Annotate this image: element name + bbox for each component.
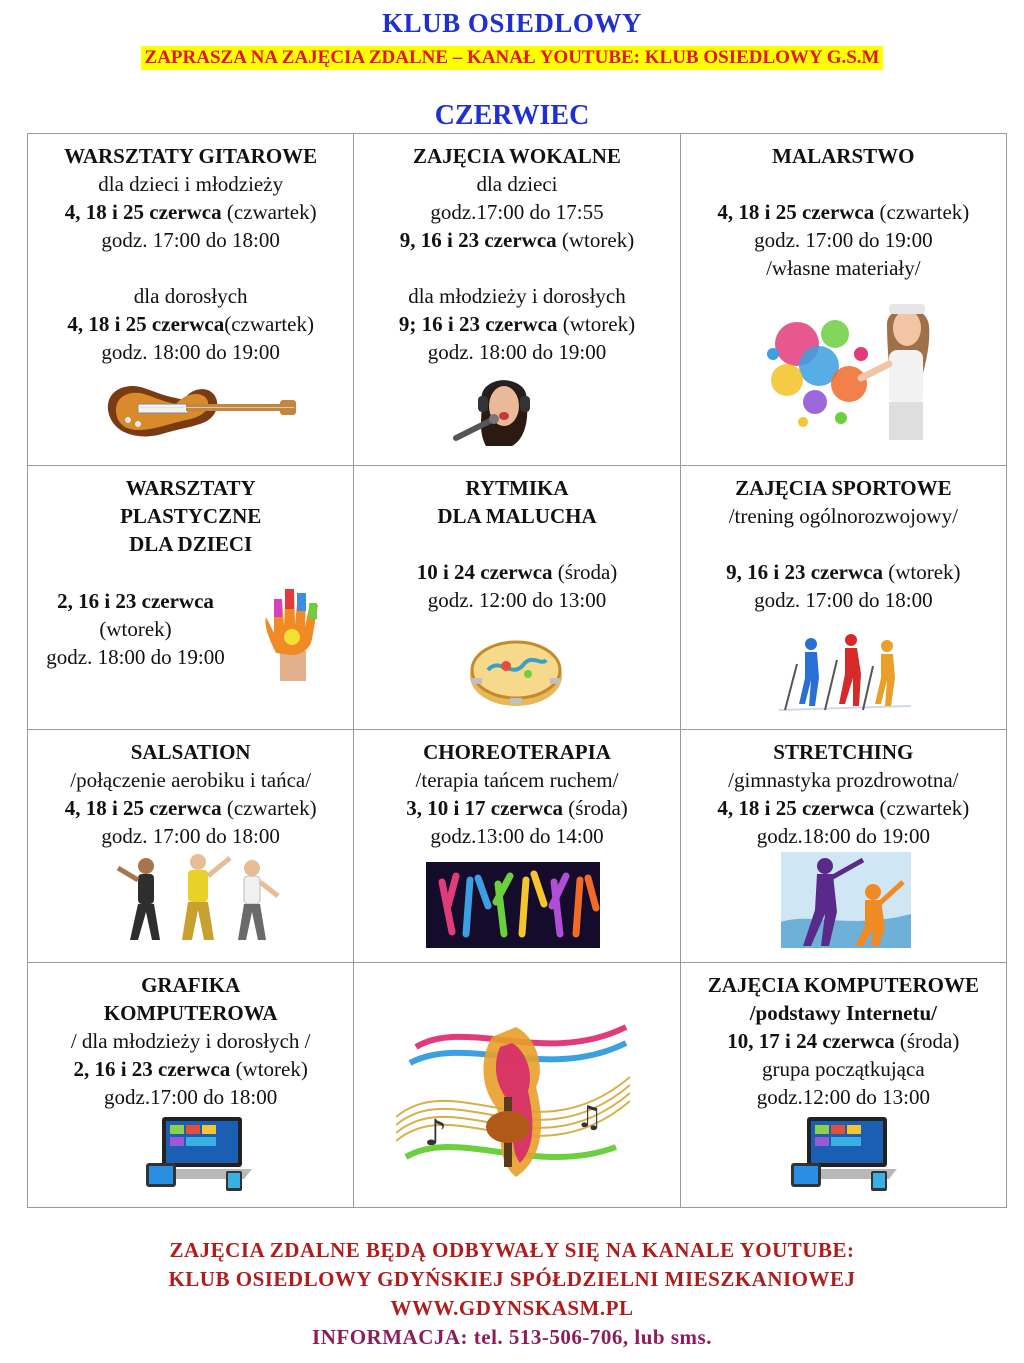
cell-salsation <box>28 730 354 963</box>
cell-title: WARSZTATY <box>125 476 256 500</box>
time-line: godz. 17:00 do 19:00 <box>754 228 933 252</box>
time-line: godz. 18:00 do 19:00 <box>101 340 280 364</box>
dates-line: 10, 17 i 24 czerwca (środa) <box>727 1029 960 1053</box>
nordic-walking-icon <box>775 634 915 714</box>
note-line: /terapia tańcem ruchem/ <box>415 768 619 792</box>
time-line: godz. 17:00 do 18:00 <box>101 824 280 848</box>
note-line: / dla młodzieży i dorosłych / <box>70 1029 311 1053</box>
note-line: /połączenie aerobiku i tańca/ <box>70 768 312 792</box>
day-line: (wtorek) <box>99 617 172 641</box>
cell-rhythm <box>354 466 680 730</box>
table-row <box>28 466 1007 730</box>
cell-title: ZAJĘCIA SPORTOWE <box>735 476 952 500</box>
cell-title: CHOREOTERAPIA <box>423 740 611 764</box>
footer-info <box>0 1236 1024 1352</box>
note-line: /trening ogólnorozwojowy/ <box>728 504 958 528</box>
note-line: /własne materiały/ <box>766 256 921 280</box>
cell-title: /podstawy Internetu/ <box>749 1001 937 1025</box>
cell-title: GRAFIKA <box>141 973 241 997</box>
cell-title: PLASTYCZNE <box>120 504 262 528</box>
note-line: /gimnastyka prozdrowotna/ <box>728 768 959 792</box>
dates-line: 4, 18 i 25 czerwca (czwartek) <box>717 200 970 224</box>
dates-line: 4, 18 i 25 czerwca (czwartek) <box>64 200 317 224</box>
group-label: dla dzieci <box>476 172 558 196</box>
dance-silhouettes-icon <box>426 862 600 948</box>
time-line: godz. 17:00 do 18:00 <box>101 228 280 252</box>
cell-choreotherapy <box>354 730 680 963</box>
dates-line: 9, 16 i 23 czerwca (wtorek) <box>399 228 635 252</box>
tambourine-icon <box>466 628 566 712</box>
time-line: godz. 18:00 do 19:00 <box>46 645 225 669</box>
svg-text:♪: ♪ <box>424 1113 448 1154</box>
footer-website: WWW.GDYNSKASM.PL <box>390 1296 634 1320</box>
dates-line: 10 i 24 czerwca (środa) <box>416 560 618 584</box>
cell-title: ZAJĘCIA KOMPUTEROWE <box>707 973 979 997</box>
cell-stretching <box>680 730 1006 963</box>
dates-line: 9, 16 i 23 czerwca (wtorek) <box>726 560 961 584</box>
cell-painting <box>680 134 1006 466</box>
time-line: godz.13:00 do 14:00 <box>430 824 604 848</box>
cell-title: KOMPUTEROWA <box>103 1001 278 1025</box>
painted-hand-icon <box>258 581 338 681</box>
month-heading: CZERWIEC <box>434 100 590 131</box>
time-line: godz. 12:00 do 13:00 <box>427 588 607 612</box>
table-row <box>28 730 1007 963</box>
subtitle-text: ZAPRASZA NA ZAJĘCIA ZDALNE – KANAŁ YOUTUBE: KLUB OSIEDLOWY G.S.M <box>141 46 884 70</box>
dates-line: 3, 10 i 17 czerwca (środa) <box>406 796 628 820</box>
group-label: dla dorosłych <box>133 284 248 308</box>
singer-icon <box>452 370 552 446</box>
cell-graphics <box>28 963 354 1208</box>
cell-computer-classes <box>680 963 1006 1208</box>
dates-line: 4, 18 i 25 czerwca (czwartek) <box>64 796 317 820</box>
dates-line: 4, 18 i 25 czerwca (czwartek) <box>717 796 970 820</box>
cell-title: ZAJĘCIA WOKALNE <box>413 144 621 168</box>
stretching-people-icon <box>781 852 911 948</box>
dates-line: 4, 18 i 25 czerwca(czwartek) <box>67 312 314 336</box>
table-row <box>28 134 1007 466</box>
svg-text:♫: ♫ <box>576 1100 604 1135</box>
cell-title: DLA MALUCHA <box>437 504 597 528</box>
guitar-icon <box>98 374 298 446</box>
dates-line: 9; 16 i 23 czerwca (wtorek) <box>398 312 636 336</box>
time-line: godz. 17:00 do 18:00 <box>754 588 933 612</box>
footer-line: KLUB OSIEDLOWY GDYŃSKIEJ SPÓŁDZIELNI MIESZKANIOWEJ <box>168 1267 856 1291</box>
subtitle-banner <box>0 46 1024 70</box>
page-title: KLUB OSIEDLOWY <box>382 8 642 38</box>
cell-sport <box>680 466 1006 730</box>
paint-splash-icon <box>757 284 957 444</box>
cell-art-workshop <box>28 466 354 730</box>
time-line: godz.12:00 do 13:00 <box>756 1085 930 1109</box>
time-line: godz.18:00 do 19:00 <box>756 824 930 848</box>
laptop-devices-icon <box>789 1113 899 1193</box>
cell-title: WARSZTATY GITAROWE <box>64 144 318 168</box>
group-label: grupa początkująca <box>761 1057 925 1081</box>
time-line: godz.17:00 do 18:00 <box>104 1085 278 1109</box>
group-label: dla młodzieży i dorosłych <box>408 284 626 308</box>
cell-title: STRETCHING <box>773 740 914 764</box>
dates-line: 2, 16 i 23 czerwca <box>57 589 214 613</box>
dancers-icon <box>112 852 282 942</box>
group-label: dla dzieci i młodzieży <box>98 172 284 196</box>
schedule-table <box>27 133 1007 1208</box>
cell-title: SALSATION <box>130 740 251 764</box>
cell-title: MALARSTWO <box>772 144 915 168</box>
laptop-devices-icon <box>144 1113 254 1193</box>
cell-vocal <box>354 134 680 466</box>
cell-music-art <box>354 963 680 1208</box>
music-guitar-art-icon <box>396 1007 630 1187</box>
table-row <box>28 963 1007 1208</box>
dates-line: 2, 16 i 23 czerwca (wtorek) <box>73 1057 308 1081</box>
time-line: godz. 18:00 do 19:00 <box>427 340 607 364</box>
cell-title: DLA DZIECI <box>129 532 253 556</box>
cell-guitar <box>28 134 354 466</box>
footer-line: ZAJĘCIA ZDALNE BĘDĄ ODBYWAŁY SIĘ NA KANALE YOUTUBE: <box>169 1238 855 1262</box>
time-line: godz.17:00 do 17:55 <box>430 200 604 224</box>
cell-title: RYTMIKA <box>465 476 569 500</box>
footer-contact: INFORMACJA: tel. 513-506-706, lub sms. <box>312 1325 712 1349</box>
